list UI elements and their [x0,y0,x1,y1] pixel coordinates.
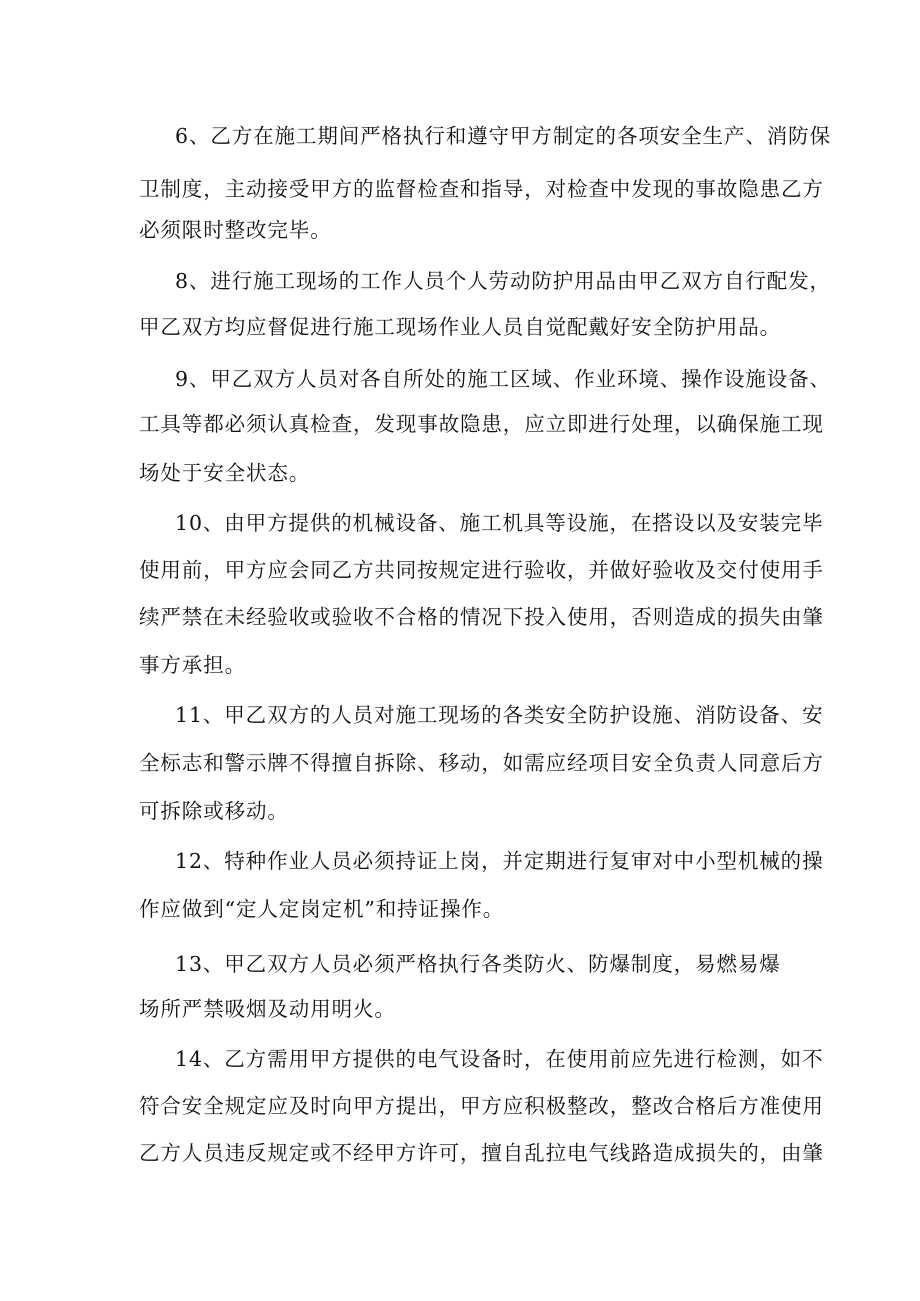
text-line: 14、乙方需用甲方提供的电气设备时，在使用前应先进行检测，如不 [175,1047,824,1071]
text-line: 乙方人员违反规定或不经甲方许可，擅自乱拉电气线路造成损失的，由肇 [139,1141,824,1165]
text-line: 卫制度，主动接受甲方的监督检查和指导，对检查中发现的事故隐患乙方 [139,177,824,201]
text-line: 场所严禁吸烟及动用明火。 [139,997,396,1021]
text-line: 13、甲乙双方人员必须严格执行各类防火、防爆制度，易燃易爆 [175,952,781,976]
text-line: 可拆除或移动。 [139,799,289,823]
text-line: 10、由甲方提供的机械设备、施工机具等设施，在搭设以及安装完毕 [175,511,824,535]
text-line: 6、乙方在施工期间严格执行和遵守甲方制定的各项安全生产、消防保 [175,124,831,148]
text-line: 续严禁在未经验收或验收不合格的情况下投入使用，否则造成的损失由肇 [139,605,824,629]
text-line: 11、甲乙双方的人员对施工现场的各类安全防护设施、消防设备、安 [175,703,824,727]
text-line: 8、进行施工现场的工作人员个人劳动防护用品由甲乙双方自行配发， [175,269,831,293]
text-line: 甲乙双方均应督促进行施工现场作业人员自觉配戴好安全防护用品。 [139,315,781,339]
text-line: 工具等都必须认真检查，发现事故隐患，应立即进行处理，以确保施工现 [139,412,824,436]
text-line: 使用前，甲方应会同乙方共同按规定进行验收，并做好验收及交付使用手 [139,558,824,582]
text-line: 事方承担。 [139,653,246,677]
text-line: 场处于安全状态。 [139,461,311,485]
text-line: 符合安全规定应及时向甲方提出，甲方应积极整改，整改合格后方准使用 [139,1094,824,1118]
text-line: 必须限时整改完毕。 [139,218,332,242]
text-line: 全标志和警示牌不得擅自拆除、移动，如需应经项目安全负责人同意后方 [139,751,824,775]
text-line: 作应做到“定人定岗定机”和持证操作。 [139,897,505,921]
text-line: 9、甲乙双方人员对各自所处的施工区域、作业环境、操作设施设备、 [175,367,831,391]
text-line: 12、特种作业人员必须持证上岗，并定期进行复审对中小型机械的操 [175,849,824,873]
